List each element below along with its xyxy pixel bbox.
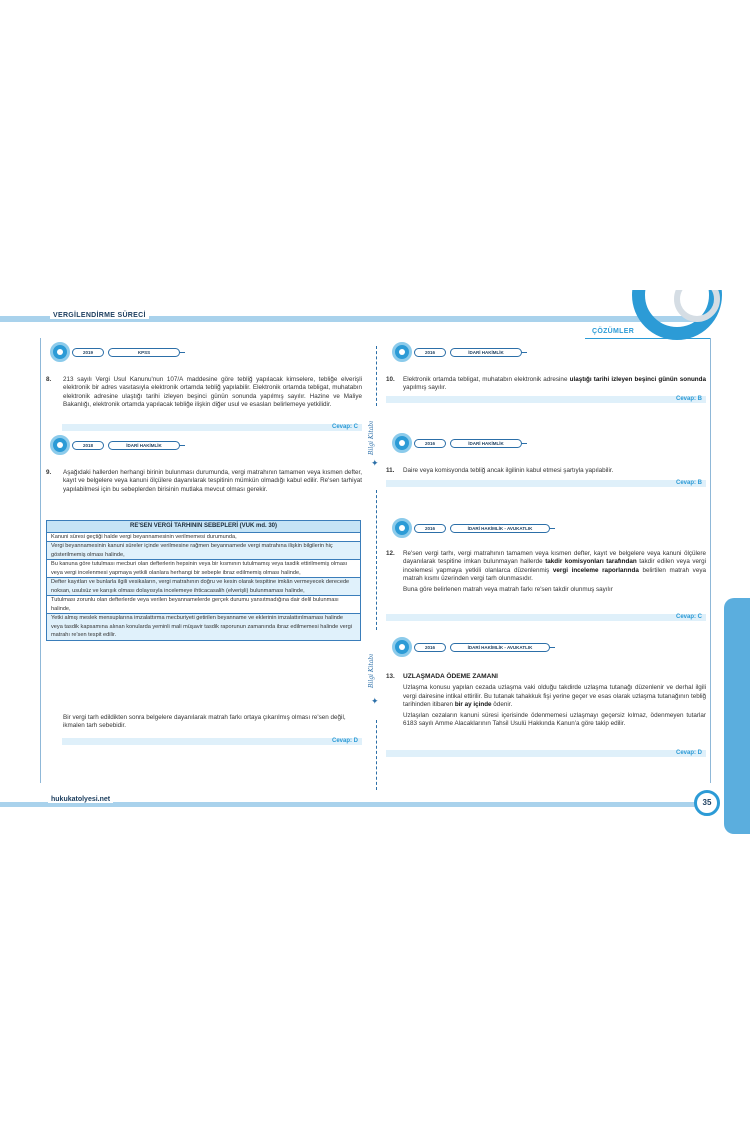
website-label: hukukatolyesi.net: [48, 796, 113, 803]
text-bold: ulaştığı tarihi izleyen beşinci günün sonunda: [569, 376, 706, 383]
star-icon: ✦: [371, 696, 379, 706]
question-number: 13.: [386, 673, 395, 680]
tag-year: 2016: [414, 348, 446, 357]
answer-bar: Cevap: B: [386, 480, 706, 487]
tag-year: 2016: [414, 524, 446, 533]
question-number: 10.: [386, 376, 395, 383]
section-underline: [585, 338, 710, 339]
question-text: [403, 550, 706, 594]
table-row: Yetki almış meslek mensuplarına imzalattırma mecburiyeti getirilen beyanname ve eklerinin imzalattırılmaması halinde veya tasdik kapsamına alınan konularda yeminli mali müşavir tasdik raporunun zamanında ibraz edilmemesi halinde vergi matrahı re'sen tespit edilir.: [47, 614, 360, 640]
target-icon: [392, 637, 412, 657]
answer-bar: Cevap: D: [62, 738, 362, 745]
chapter-title: VERGİLENDİRME SÜRECİ: [50, 312, 149, 319]
text-part: Uzlaşılan cezaların kanuni süresi içerisinde ödenmemesi uzlaşmayı geçersiz kılmaz, ödenmeyen tutarlar 6183 sayılı Amme Alacaklarının Tahsil Usulü Hakkında Kanun'a göre takip edilir.: [403, 712, 706, 728]
tag-label: İDARİ HAKİMLİK - AVUKATLIK: [450, 643, 550, 652]
target-icon: [50, 342, 70, 362]
target-icon: [392, 518, 412, 538]
left-frame-line: [40, 338, 41, 783]
answer-bar: Cevap: B: [386, 396, 706, 403]
answer-bar: Cevap: C: [386, 614, 706, 621]
tag-year: 2016: [414, 439, 446, 448]
tag-label: İDARİ HAKİMLİK: [450, 348, 522, 357]
tag-label: İDARİ HAKİMLİK: [108, 441, 180, 450]
tag-label: İDARİ HAKİMLİK: [450, 439, 522, 448]
text-part: Buna göre belirlenen matrah veya matrah farkı re'sen takdir olunmuş sayılır: [403, 586, 613, 594]
tag-year: 2016: [414, 643, 446, 652]
tag-year: 2018: [72, 441, 104, 450]
text-part: Re'sen vergi tarhı, vergi matrahının tamamen veya kısmen defter, kayıt ve belgelere veya kanuni ölçülere dayanılarak tespitine imkan bulunmayan hallerde: [403, 550, 706, 566]
book-spread: [0, 290, 750, 835]
table-title: RE'SEN VERGİ TARHININ SEBEPLERİ (VUK md. 30): [47, 521, 360, 533]
question-number: 9.: [46, 469, 52, 476]
text-part: Uzlaşma konusu yapılan cezada uzlaşma vaki olduğu takdirde uzlaşma tutanağı düzenlenir ve derhal ilgili vergi dairesine intikal ettirilir. Bu tutanak tahakkuk fişi yerine geçer ve esas olarak uzlaşma tutanağının tebliğ tarihinden itibaren: [403, 684, 706, 708]
question-text: Daire veya komisyonda tebliğ ancak ilgilinin kabul etmesi şartıyla yapılabilir.: [403, 467, 614, 474]
center-divider: [376, 720, 377, 790]
target-icon: [50, 435, 70, 455]
question-number: 8.: [46, 376, 52, 383]
table-row: Vergi beyannamesinin kanuni süreler içinde verilmesine rağmen beyannamede vergi matrahına ilişkin bilgilerin hiç gösterilmemiş olması halinde,: [47, 542, 360, 560]
question-text: Aşağıdaki hallerden herhangi birinin bulunması durumunda, vergi matrahının tamamen veya kısmen defter, kayıt ve belgelere veya kanuni ölçülere dayanılarak tespitinin mümkün olmadığı kabul edilir. Re'sen tarhiyat yapılabilmesi için bu sebeplerden birisinin mutlaka mevcut olması gerekir.: [63, 469, 362, 493]
right-frame-line: [710, 338, 711, 783]
center-divider: [376, 346, 377, 406]
text-part: belirtilen matrah veya matrah kısmı üzerinden vergi tarh olunmasıdır.: [403, 566, 706, 582]
text-part: ödenir.: [491, 700, 513, 708]
target-icon: [392, 342, 412, 362]
text-bold: vergi inceleme raporlarında: [552, 566, 639, 574]
question-text: [403, 376, 706, 393]
side-book-label: Bilgi Kitabı: [368, 653, 375, 688]
text-part: takdir edilen veya vergi incelemesi yapmaya yetkili olanlarca düzenlenmiş: [403, 558, 707, 574]
side-book-label: Bilgi Kitabı: [368, 420, 375, 455]
tag-label: KPSS: [108, 348, 180, 357]
star-icon: ✦: [371, 458, 379, 468]
header-arc-grey-decoration: [674, 276, 720, 322]
question-number: 12.: [386, 550, 395, 557]
question-text: 213 sayılı Vergi Usul Kanunu'nun 107/A maddesine göre tebliğ yapılacak kimselere, tebliğe elverişli elektronik bir adres vasıtasıyla elektronik ortamda tebliğ yapılabilir. Elektronik ortamda tebligat, muhatabın elektronik adresine ulaştığı tarihi izleyen beşinci günün sonunda yapılmış sayılır. Hazine ve Maliye Bakanlığı, elektronik ortamda yapılacak tebliğe ilişkin diğer usul ve esasları belirlemeye yetkilidir.: [63, 376, 362, 408]
side-tab: [724, 598, 750, 834]
text-part: yapılmış sayılır.: [403, 384, 447, 392]
tag-year: 2019: [72, 348, 104, 357]
table-row: Defter kayıtları ve bunlarla ilgili vesikaların, vergi matrahının doğru ve kesin olarak tespitine imkân vermeyecek derecede noksan, usulsüz ve karışık olması dolayısıyla incelemeye ihticacasalih (elverişli) bulunmaması halinde,: [47, 578, 360, 596]
text-bold: takdir komisyonları tarafından: [545, 558, 637, 566]
section-label: ÇÖZÜMLER: [592, 328, 635, 335]
table-row: Kanuni süresi geçtiği halde vergi beyannamesinin verilmemesi durumunda,: [47, 533, 360, 543]
text-bold: bir ay içinde: [454, 700, 492, 708]
target-icon: [392, 433, 412, 453]
page-number: 35: [694, 790, 720, 816]
table-row: Bu kanuna göre tutulması mecburi olan defterlerin hepsinin veya bir kısmının tutulmamış veya tasdik ettirilmemiş olması veya vergi incelenmesi yapmaya yetkili olanlara herhangi bir sebeple ibraz edilmemiş olması halinde,: [47, 560, 360, 578]
table-note: Bir vergi tarh edildikten sonra belgelere dayanılarak matrah farkı ortaya çıkarılmış olması re'sen değil, ikmalen tarh sebebidir.: [63, 714, 346, 730]
question-number: 11.: [386, 467, 395, 474]
table-row: Tutulması zorunlu olan defterlerde veya verilen beyannamelerde gerçek durumu yansıtmadığına dair delil bulunması halinde,: [47, 596, 360, 614]
answer-bar: Cevap: C: [62, 424, 362, 431]
section-title: UZLAŞMADA ÖDEME ZAMANI: [403, 673, 498, 680]
text-part: Elektronik ortamda tebligat, muhatabın elektronik adresine: [403, 376, 570, 383]
resen-reasons-table: [46, 520, 361, 641]
center-divider: [376, 490, 377, 630]
tag-label: İDARİ HAKİMLİK - AVUKATLIK: [450, 524, 550, 533]
question-text: [403, 673, 706, 729]
answer-bar: Cevap: D: [386, 750, 706, 757]
